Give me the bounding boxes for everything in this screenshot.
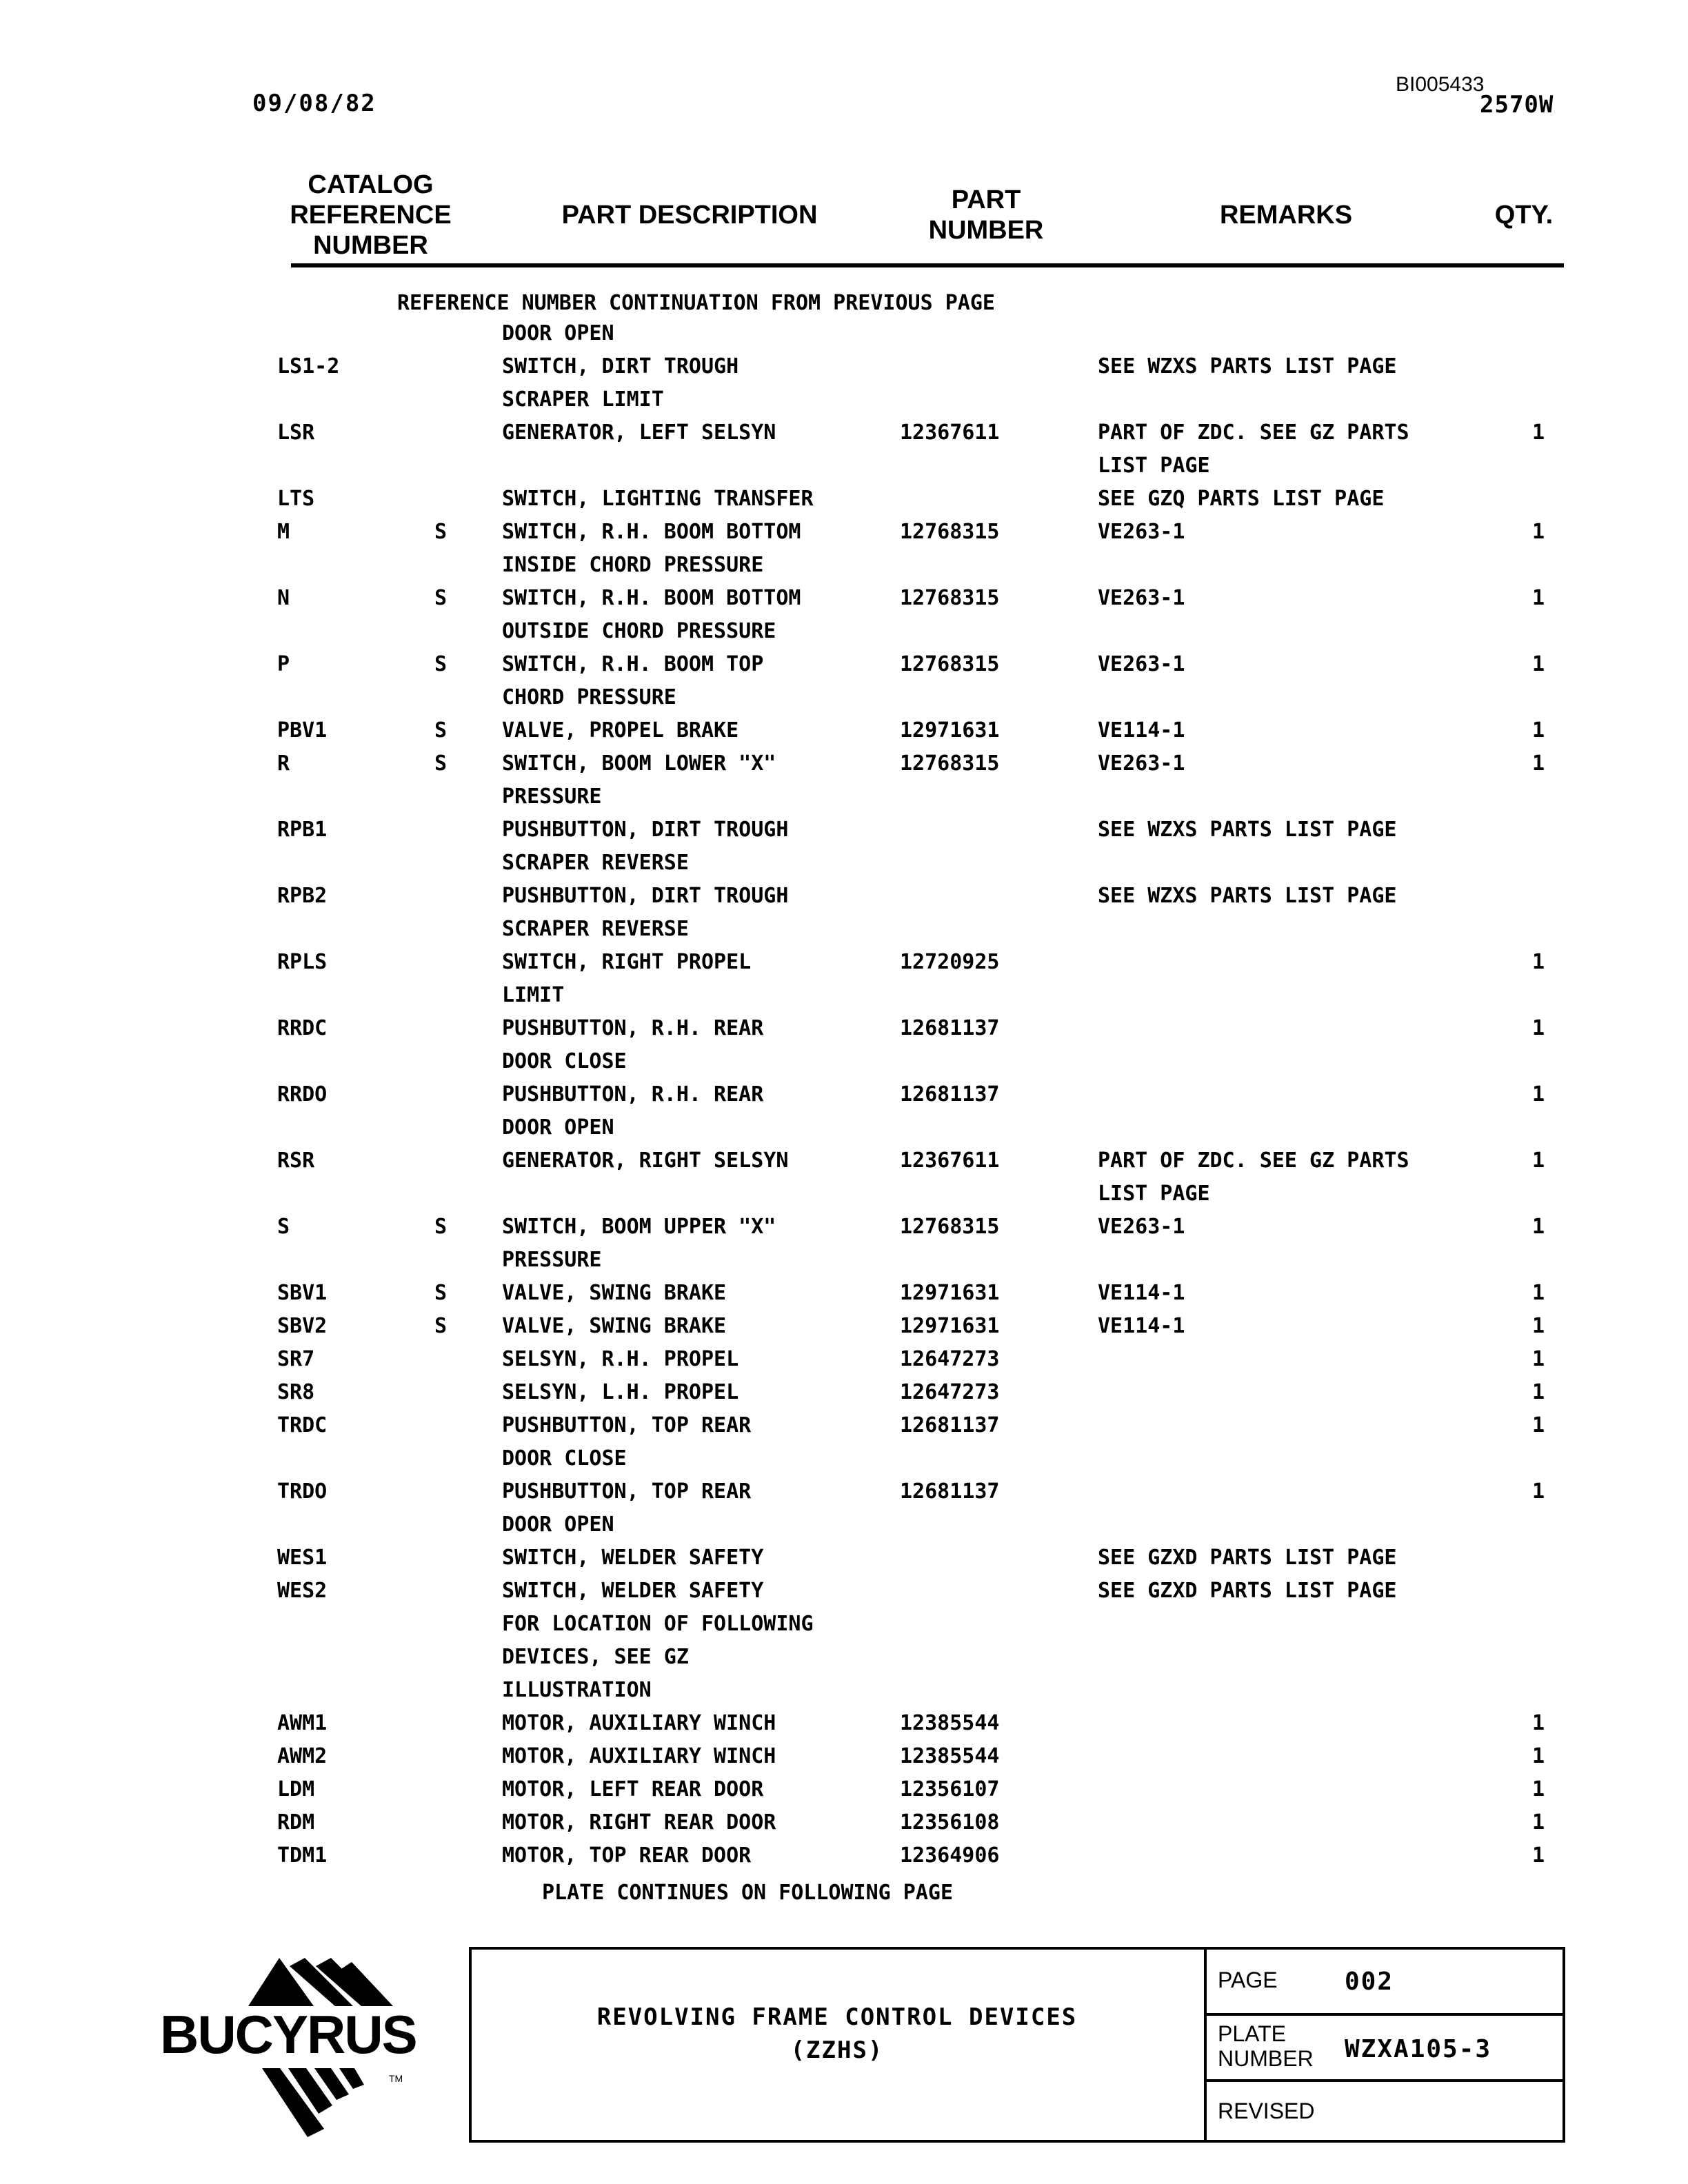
continuation-note-bottom: PLATE CONTINUES ON FOLLOWING PAGE (542, 1881, 954, 1905)
plate-number-value: WZXA105-3 (1345, 2035, 1492, 2063)
ref-cell: N (277, 586, 290, 610)
table-row (0, 782, 1688, 815)
header-part-description: PART DESCRIPTION (561, 201, 818, 230)
description-cell: VALVE, SWING BRAKE (502, 1314, 727, 1338)
table-row (0, 1046, 1688, 1080)
title-block (469, 1947, 1565, 2143)
page-label: PAGE (1218, 1968, 1278, 1992)
table-row (0, 1642, 1688, 1675)
svg-text:TM: TM (389, 2073, 403, 2084)
part-number-cell: 12681137 (900, 1082, 1000, 1106)
remarks-cell: VE114-1 (1098, 1281, 1185, 1305)
description-cell: CHORD PRESSURE (502, 685, 676, 709)
part-number-cell: 12768315 (900, 652, 1000, 676)
description-cell: MOTOR, TOP REAR DOOR (502, 1843, 752, 1868)
table-row (0, 1576, 1688, 1609)
description-cell: SWITCH, R.H. BOOM TOP (502, 652, 764, 676)
description-cell: PUSHBUTTON, DIRT TROUGH (502, 818, 789, 842)
ref-cell: RPB2 (277, 884, 328, 908)
s-cell: S (434, 586, 448, 610)
table-row (0, 682, 1688, 716)
qty-cell: 1 (1532, 1843, 1545, 1868)
ref-cell: M (277, 520, 290, 544)
remarks-cell: SEE GZXD PARTS LIST PAGE (1098, 1546, 1397, 1570)
description-cell: MOTOR, LEFT REAR DOOR (502, 1777, 764, 1801)
qty-cell: 1 (1532, 1281, 1545, 1305)
qty-cell: 1 (1532, 950, 1545, 974)
ref-cell: SR8 (277, 1380, 315, 1404)
description-cell: SCRAPER REVERSE (502, 917, 689, 941)
plate-number-cell (1207, 2016, 1563, 2082)
table-row (0, 1278, 1688, 1311)
table-row (0, 815, 1688, 848)
table-row (0, 914, 1688, 947)
description-cell: DOOR CLOSE (502, 1049, 627, 1073)
description-cell: DOOR OPEN (502, 321, 614, 345)
table-row (0, 1245, 1688, 1278)
parts-table (0, 318, 1688, 1874)
header-qty: QTY. (1494, 201, 1554, 230)
ref-cell: P (277, 652, 290, 676)
table-row (0, 1543, 1688, 1576)
header-divider (291, 263, 1564, 267)
part-number-cell: 12971631 (900, 718, 1000, 742)
s-cell: S (434, 652, 448, 676)
table-row (0, 1477, 1688, 1510)
description-cell: GENERATOR, RIGHT SELSYN (502, 1149, 789, 1173)
remarks-cell: VE263-1 (1098, 520, 1185, 544)
bucyrus-logo (159, 1951, 448, 2144)
table-row (0, 1311, 1688, 1344)
remarks-cell: VE263-1 (1098, 1215, 1185, 1239)
table-row (0, 980, 1688, 1013)
document-date: 09/08/82 (252, 90, 376, 117)
header-catalog-reference-number (272, 170, 469, 261)
description-cell: OUTSIDE CHORD PRESSURE (502, 619, 776, 643)
ref-cell: LDM (277, 1777, 315, 1801)
ref-cell: PBV1 (277, 718, 328, 742)
part-number-cell: 12385544 (900, 1744, 1000, 1768)
description-cell: DOOR CLOSE (502, 1446, 627, 1470)
qty-cell: 1 (1532, 1777, 1545, 1801)
description-cell: SWITCH, BOOM UPPER "X" (502, 1215, 776, 1239)
remarks-cell: PART OF ZDC. SEE GZ PARTS (1098, 421, 1409, 445)
part-number-cell: 12356108 (900, 1810, 1000, 1834)
ref-cell: RRDC (277, 1016, 328, 1040)
description-cell: VALVE, PROPEL BRAKE (502, 718, 739, 742)
table-row (0, 550, 1688, 583)
description-cell: SWITCH, WELDER SAFETY (502, 1579, 764, 1603)
plate-subtitle: (ZZHS) (790, 2036, 884, 2064)
qty-cell: 1 (1532, 1413, 1545, 1437)
description-cell: PRESSURE (502, 785, 602, 809)
s-cell: S (434, 718, 448, 742)
qty-cell: 1 (1532, 520, 1545, 544)
remarks-cell: VE263-1 (1098, 751, 1185, 776)
page-cell (1207, 1950, 1563, 2016)
ref-cell: RDM (277, 1810, 315, 1834)
remarks-cell: VE263-1 (1098, 586, 1185, 610)
table-row (0, 583, 1688, 616)
qty-cell: 1 (1532, 1149, 1545, 1173)
ref-cell: AWM1 (277, 1711, 328, 1735)
description-cell: SWITCH, LIGHTING TRANSFER (502, 487, 814, 511)
part-number-cell: 12385544 (900, 1711, 1000, 1735)
description-cell: ILLUSTRATION (502, 1678, 652, 1702)
qty-cell: 1 (1532, 1744, 1545, 1768)
table-row (0, 1444, 1688, 1477)
table-row (0, 1609, 1688, 1642)
table-row (0, 749, 1688, 782)
remarks-cell: LIST PAGE (1098, 454, 1210, 478)
document-id: BI005433 (1396, 73, 1485, 96)
description-cell: PUSHBUTTON, R.H. REAR (502, 1082, 764, 1106)
description-cell: DEVICES, SEE GZ (502, 1645, 689, 1669)
description-cell: SWITCH, R.H. BOOM BOTTOM (502, 586, 801, 610)
qty-cell: 1 (1532, 652, 1545, 676)
table-row (0, 484, 1688, 517)
plate-info-column (1204, 1950, 1565, 2140)
ref-cell: RSR (277, 1149, 315, 1173)
table-row (0, 1179, 1688, 1212)
qty-cell: 1 (1532, 751, 1545, 776)
revised-cell (1207, 2082, 1563, 2140)
s-cell: S (434, 1215, 448, 1239)
description-cell: FOR LOCATION OF FOLLOWING (502, 1612, 814, 1636)
remarks-cell: VE263-1 (1098, 652, 1185, 676)
table-row (0, 716, 1688, 749)
table-row (0, 1344, 1688, 1377)
header-catalog-line3: NUMBER (313, 231, 428, 260)
ref-cell: TDM1 (277, 1843, 328, 1868)
remarks-cell: SEE WZXS PARTS LIST PAGE (1098, 354, 1397, 378)
ref-cell: TRDC (277, 1413, 328, 1437)
description-cell: PUSHBUTTON, R.H. REAR (502, 1016, 764, 1040)
qty-cell: 1 (1532, 1314, 1545, 1338)
table-row (0, 947, 1688, 980)
svg-text:BUCYRUS: BUCYRUS (160, 2004, 416, 2065)
s-cell: S (434, 520, 448, 544)
description-cell: SWITCH, BOOM LOWER "X" (502, 751, 776, 776)
ref-cell: RPLS (277, 950, 328, 974)
description-cell: INSIDE CHORD PRESSURE (502, 553, 764, 577)
table-row (0, 517, 1688, 550)
part-number-cell: 12647273 (900, 1347, 1000, 1371)
qty-cell: 1 (1532, 1380, 1545, 1404)
qty-cell: 1 (1532, 1347, 1545, 1371)
qty-cell: 1 (1532, 1810, 1545, 1834)
s-cell: S (434, 1281, 448, 1305)
part-number-cell: 12364906 (900, 1843, 1000, 1868)
remarks-cell: SEE GZQ PARTS LIST PAGE (1098, 487, 1385, 511)
table-row (0, 318, 1688, 352)
table-row (0, 848, 1688, 881)
part-number-cell: 12768315 (900, 586, 1000, 610)
qty-cell: 1 (1532, 718, 1545, 742)
table-row (0, 1775, 1688, 1808)
part-number-cell: 12768315 (900, 1215, 1000, 1239)
table-row (0, 451, 1688, 484)
header-part-line1: PART (951, 185, 1021, 214)
description-cell: SWITCH, RIGHT PROPEL (502, 950, 752, 974)
part-number-cell: 12720925 (900, 950, 1000, 974)
ref-cell: RRDO (277, 1082, 328, 1106)
table-row (0, 1410, 1688, 1444)
ref-cell: RPB1 (277, 818, 328, 842)
ref-cell: SR7 (277, 1347, 315, 1371)
qty-cell: 1 (1532, 1711, 1545, 1735)
table-row (0, 418, 1688, 451)
description-cell: MOTOR, AUXILIARY WINCH (502, 1711, 776, 1735)
table-row (0, 1146, 1688, 1179)
description-cell: LIMIT (502, 983, 565, 1007)
description-cell: VALVE, SWING BRAKE (502, 1281, 727, 1305)
table-row (0, 1212, 1688, 1245)
header-remarks: REMARKS (1219, 201, 1353, 230)
description-cell: SELSYN, R.H. PROPEL (502, 1347, 739, 1371)
remarks-cell: LIST PAGE (1098, 1182, 1210, 1206)
ref-cell: WES2 (277, 1579, 328, 1603)
description-cell: GENERATOR, LEFT SELSYN (502, 421, 776, 445)
description-cell: SWITCH, DIRT TROUGH (502, 354, 739, 378)
ref-cell: S (277, 1215, 290, 1239)
part-number-cell: 12768315 (900, 751, 1000, 776)
part-number-cell: 12356107 (900, 1777, 1000, 1801)
plate-label-line1: PLATE (1218, 2021, 1286, 2046)
header-part-line2: NUMBER (928, 216, 1044, 245)
ref-cell: LS1-2 (277, 354, 340, 378)
description-cell: PUSHBUTTON, TOP REAR (502, 1413, 752, 1437)
table-row (0, 385, 1688, 418)
header-catalog-line2: REFERENCE (290, 201, 452, 230)
table-row (0, 649, 1688, 682)
remarks-cell: PART OF ZDC. SEE GZ PARTS (1098, 1149, 1409, 1173)
qty-cell: 1 (1532, 1215, 1545, 1239)
table-row (0, 881, 1688, 914)
plate-code: 2570W (1480, 91, 1554, 119)
table-row (0, 1675, 1688, 1708)
qty-cell: 1 (1532, 586, 1545, 610)
table-row (0, 1013, 1688, 1046)
description-cell: SELSYN, L.H. PROPEL (502, 1380, 739, 1404)
part-number-cell: 12768315 (900, 520, 1000, 544)
revised-label: REVISED (1218, 2099, 1315, 2123)
table-row (0, 352, 1688, 385)
s-cell: S (434, 1314, 448, 1338)
page-value: 002 (1345, 1968, 1394, 1996)
part-number-cell: 12971631 (900, 1314, 1000, 1338)
continuation-note-top: REFERENCE NUMBER CONTINUATION FROM PREVIOUS PAGE (397, 291, 995, 315)
description-cell: MOTOR, AUXILIARY WINCH (502, 1744, 776, 1768)
ref-cell: WES1 (277, 1546, 328, 1570)
remarks-cell: SEE GZXD PARTS LIST PAGE (1098, 1579, 1397, 1603)
header-part-number (903, 185, 1069, 245)
part-number-cell: 12971631 (900, 1281, 1000, 1305)
qty-cell: 1 (1532, 1016, 1545, 1040)
remarks-cell: VE114-1 (1098, 718, 1185, 742)
table-row (0, 1377, 1688, 1410)
description-cell: SCRAPER LIMIT (502, 387, 664, 412)
table-row (0, 1510, 1688, 1543)
part-number-cell: 12681137 (900, 1413, 1000, 1437)
description-cell: MOTOR, RIGHT REAR DOOR (502, 1810, 776, 1834)
ref-cell: R (277, 751, 290, 776)
description-cell: PRESSURE (502, 1248, 602, 1272)
qty-cell: 1 (1532, 421, 1545, 445)
ref-cell: LSR (277, 421, 315, 445)
description-cell: SCRAPER REVERSE (502, 851, 689, 875)
table-row (0, 1841, 1688, 1874)
description-cell: DOOR OPEN (502, 1115, 614, 1140)
table-row (0, 1080, 1688, 1113)
header-catalog-line1: CATALOG (308, 170, 434, 199)
ref-cell: TRDO (277, 1479, 328, 1504)
description-cell: DOOR OPEN (502, 1513, 614, 1537)
description-cell: SWITCH, R.H. BOOM BOTTOM (502, 520, 801, 544)
part-number-cell: 12367611 (900, 1149, 1000, 1173)
remarks-cell: SEE WZXS PARTS LIST PAGE (1098, 884, 1397, 908)
part-number-cell: 12647273 (900, 1380, 1000, 1404)
table-row (0, 1741, 1688, 1775)
s-cell: S (434, 751, 448, 776)
ref-cell: SBV2 (277, 1314, 328, 1338)
table-row (0, 1808, 1688, 1841)
plate-label-line2: NUMBER (1218, 2046, 1314, 2071)
ref-cell: SBV1 (277, 1281, 328, 1305)
qty-cell: 1 (1532, 1479, 1545, 1504)
part-number-cell: 12367611 (900, 421, 1000, 445)
remarks-cell: VE114-1 (1098, 1314, 1185, 1338)
ref-cell: AWM2 (277, 1744, 328, 1768)
description-cell: PUSHBUTTON, TOP REAR (502, 1479, 752, 1504)
plate-title: REVOLVING FRAME CONTROL DEVICES (596, 2003, 1078, 2031)
table-row (0, 1113, 1688, 1146)
qty-cell: 1 (1532, 1082, 1545, 1106)
part-number-cell: 12681137 (900, 1479, 1000, 1504)
table-row (0, 616, 1688, 649)
description-cell: SWITCH, WELDER SAFETY (502, 1546, 764, 1570)
part-number-cell: 12681137 (900, 1016, 1000, 1040)
description-cell: PUSHBUTTON, DIRT TROUGH (502, 884, 789, 908)
remarks-cell: SEE WZXS PARTS LIST PAGE (1098, 818, 1397, 842)
table-row (0, 1708, 1688, 1741)
ref-cell: LTS (277, 487, 315, 511)
